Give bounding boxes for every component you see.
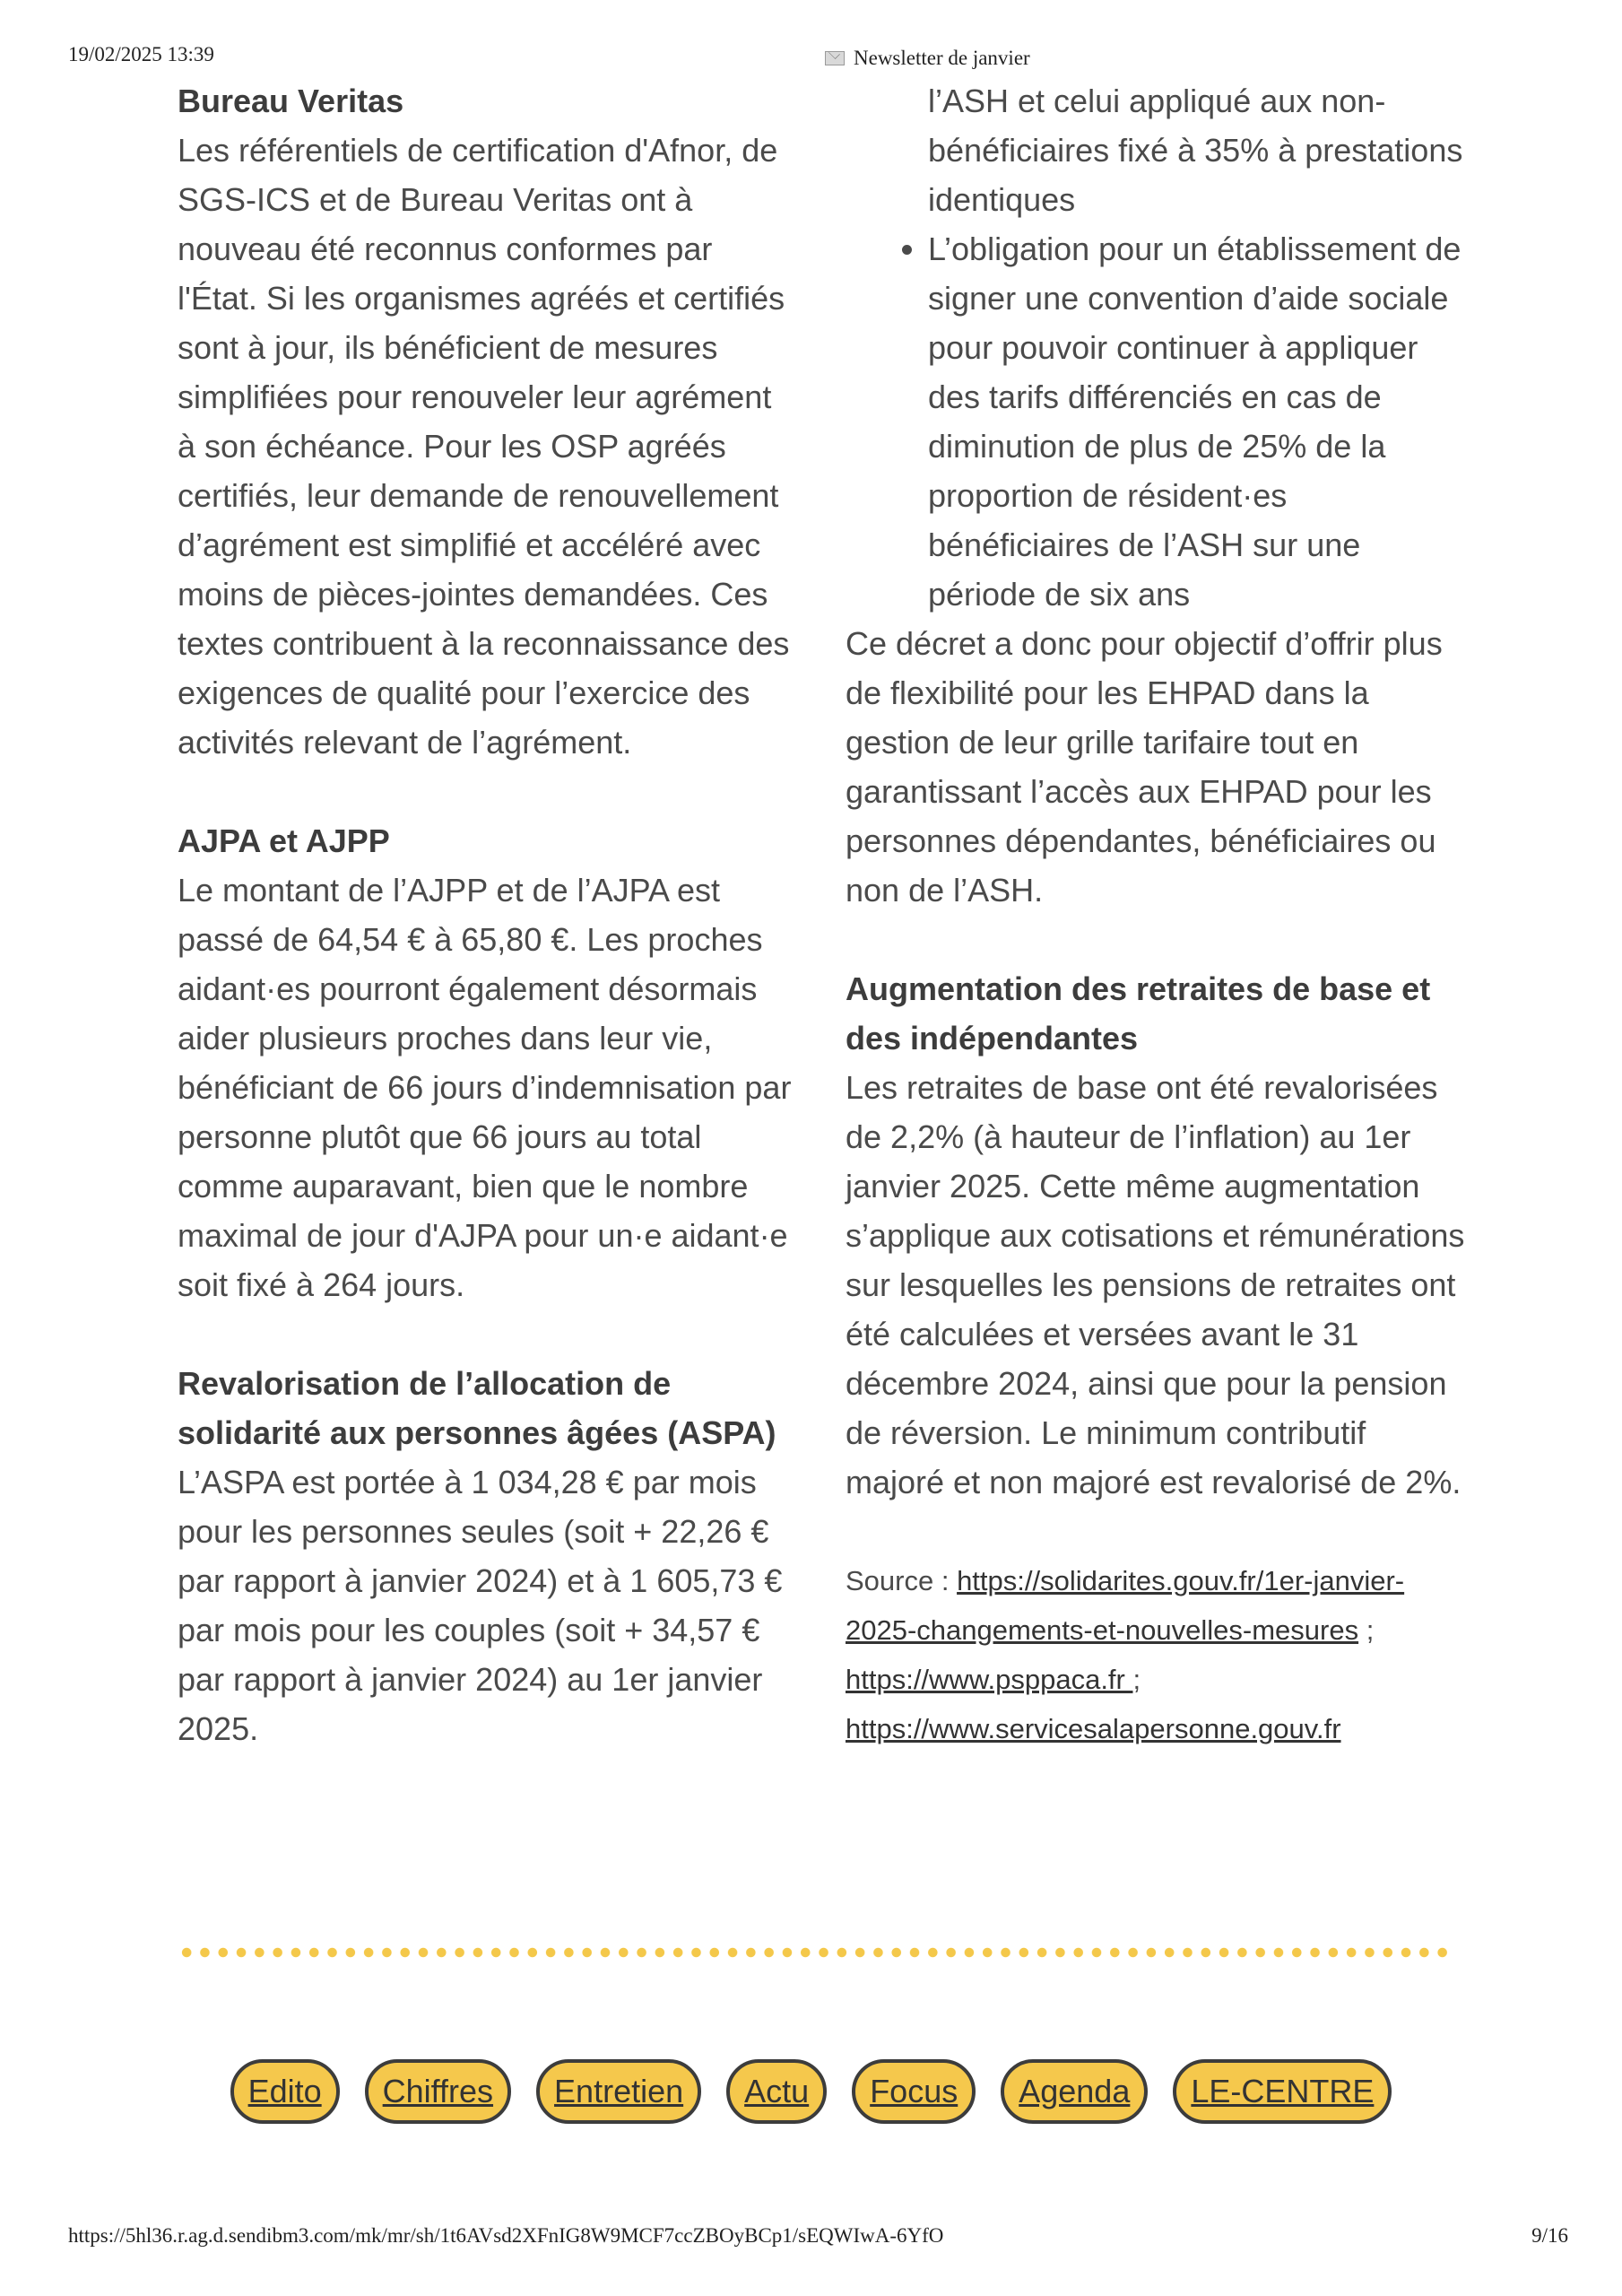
source-label: Source :	[846, 1565, 958, 1596]
ajpa-heading: AJPA et AJPP	[178, 822, 390, 859]
retraites-text: Les retraites de base ont été revalorisées de 2,2% (à hauteur de l’inflation) au 1er janvier 2025. Cette même augmentation s’applique aux cotisations et rémunérations sur lesquelles les pensions de retraites ont été calculées et versées avant le 31 décembre 2024, ainsi que pour la pension de réversion. Le minimum contributif majoré et non majoré est revalorisé de 2%.	[846, 1069, 1465, 1500]
bullet-continuation: l’ASH et celui appliqué aux non-bénéficiaires fixé à 35% à prestations identiques	[928, 83, 1463, 218]
retraites-heading: Augmentation des retraites de base et des indépendantes	[846, 970, 1431, 1057]
print-title-text: Newsletter de janvier	[854, 47, 1030, 69]
bullet-list-continued	[846, 76, 1473, 224]
source-link-psppaca[interactable]: https://www.psppaca.fr	[846, 1664, 1133, 1695]
bullet-list	[846, 224, 1473, 619]
ajpa-text: Le montant de l’AJPP et de l’AJPA est passé de 64,54 € à 65,80 €. Les proches aidant·es pourront également désormais aider plusieurs proches dans leur vie, bénéficiant de 66 jours d’indemnisation par personne plutôt que 66 jours au total comme auparavant, bien que le nombre maximal de jour d'AJPA pour un·e aidant·e soit fixé à 264 jours.	[178, 872, 792, 1303]
section-nav	[0, 2059, 1622, 2124]
source-line	[846, 1556, 1473, 1753]
nav-focus-button[interactable]: Focus	[852, 2059, 976, 2124]
source-link-servicesalapersonne[interactable]: https://www.servicesalapersonne.gouv.fr	[846, 1713, 1341, 1744]
nav-chiffres-button[interactable]: Chiffres	[365, 2059, 511, 2124]
print-url: https://5hl36.r.ag.d.sendibm3.com/mk/mr/sh/1t6AVsd2XFnIG8W9MCF7ccZBOyBCp1/sEQWIwA-6YfO	[68, 2224, 944, 2247]
page-number: 9/16	[1531, 2224, 1568, 2247]
source-separator: ;	[1132, 1664, 1141, 1695]
print-title	[825, 47, 1030, 70]
source-separator: ;	[1358, 1614, 1375, 1646]
nav-agenda-button[interactable]: Agenda	[1001, 2059, 1148, 2124]
envelope-icon	[825, 51, 845, 65]
bureau-veritas-heading: Bureau Veritas	[178, 83, 404, 119]
left-column	[178, 76, 796, 1753]
print-datetime: 19/02/2025 13:39	[68, 43, 214, 65]
aspa-heading: Revalorisation de l’allocation de solidarité aux personnes âgées (ASPA)	[178, 1365, 776, 1451]
right-column	[846, 76, 1473, 1753]
nav-actu-button[interactable]: Actu	[726, 2059, 827, 2124]
aspa-text: L’ASPA est portée à 1 034,28 € par mois pour les personnes seules (soit + 22,26 € par rapport à janvier 2024) et à 1 605,73 € par mois pour les couples (soit + 34,57 € par rapport à janvier 2024) au 1er janvier 2025.	[178, 1464, 783, 1747]
source-link-solidarites[interactable]: https://solidarites.gouv.fr/1er-janvier-2025-changements-et-nouvelles-mesures	[846, 1565, 1405, 1646]
nav-entretien-button[interactable]: Entretien	[536, 2059, 701, 2124]
dotted-divider	[178, 1946, 1451, 1959]
decret-text: Ce décret a donc pour objectif d’offrir plus de flexibilité pour les EHPAD dans la gestion de leur grille tarifaire tout en garantissant l’accès aux EHPAD pour les personnes dépendantes, bénéficiaires ou non de l’ASH.	[846, 625, 1443, 909]
bullet-item: • L’obligation pour un établissement de signer une convention d’aide sociale pour pouvoir continuer à appliquer des tarifs différenciés en cas de diminution de plus de 25% de la proportion de résident·es bénéficiaires de l’ASH sur une période de six ans	[928, 224, 1473, 619]
nav-le-centre-button[interactable]: LE-CENTRE	[1173, 2059, 1392, 2124]
nav-edito-button[interactable]: Edito	[230, 2059, 340, 2124]
bureau-veritas-text: Les référentiels de certification d'Afnor, de SGS-ICS et de Bureau Veritas ont à nouveau été reconnus conformes par l'État. Si les organismes agréés et certifiés sont à jour, ils bénéficient de mesures simplifiées pour renouveler leur agrément à son échéance. Pour les OSP agréés certifiés, leur demande de renouvellement d’agrément est simplifié et accéléré avec moins de pièces-jointes demandées. Ces textes contribuent à la reconnaissance des exigences de qualité pour l’exercice des activités relevant de l’agrément.	[178, 132, 790, 761]
